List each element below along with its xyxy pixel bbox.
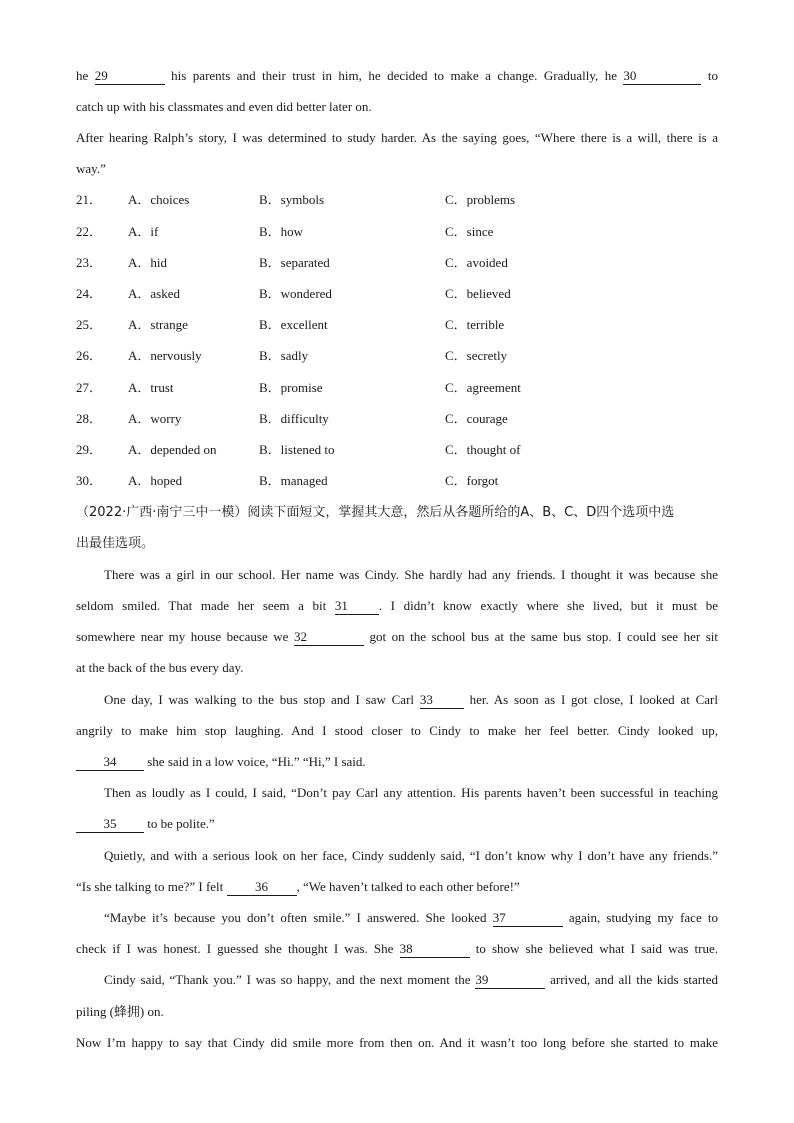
option-a: A．depended on [128,442,217,457]
passage2-p1-line-2 [76,596,718,616]
blank-30: 30 [623,68,701,85]
text-span: seldom smiled. That made her seem a bit [76,598,335,613]
option-row-26 [76,346,718,366]
option-c: C．avoided [445,255,508,270]
text-span: got on the school bus at the same bus stop. I could see her sit [363,629,718,644]
question-number: 22． [76,224,103,239]
option-c: C．courage [445,411,508,426]
text-span: his parents and their trust in him, he decided to make a change. Gradually, he [164,68,624,83]
passage2-p2-line-1 [104,690,718,710]
passage1-line-4: way.” [76,161,106,176]
passage1-line-2: catch up with his classmates and even did better later on. [76,99,372,114]
passage2-p1-line-4: at the back of the bus every day. [76,660,244,675]
passage2-p3-line-1: Then as loudly as I could, I said, “Don’t pay Carl any attention. His parents haven’t been successful in teaching [104,785,718,800]
option-a: A．hoped [128,473,183,488]
option-c: C．since [445,224,494,239]
text-span: he [76,68,95,83]
question-number: 23． [76,255,103,270]
option-b: B．excellent [259,317,328,332]
text-span: . I didn’t know exactly where she lived, but it must be [378,598,718,613]
option-b: B．symbols [259,192,325,207]
option-a: A．worry [128,411,182,426]
passage2-p6-line-1 [104,970,718,990]
text-span: check if I was honest. I guessed she thought I was. She [76,941,400,956]
blank-37: 37 [493,910,563,927]
blank-35: 35 [76,816,144,833]
option-row-24 [76,284,718,304]
option-a: A．strange [128,317,188,332]
option-c: C．believed [445,286,511,301]
text-span: again, studying my face to [562,910,718,925]
passage2-p2-line-3 [76,752,718,772]
passage2-p6-line-2: piling (蜂拥) on. [76,1004,164,1019]
option-c: C．secretly [445,348,508,363]
option-a: A．choices [128,192,190,207]
text-span: to be polite.” [144,816,215,831]
option-b: B．wondered [259,286,332,301]
passage1-line-1 [76,66,718,86]
blank-34: 34 [76,754,144,771]
blank-36: 36 [227,879,297,896]
option-c: C．problems [445,192,516,207]
question-number: 29． [76,442,103,457]
blank-38: 38 [400,941,470,958]
passage2-p1-line-3 [76,627,718,647]
instruction-line-1: （2022·广西·南宁三中一模）阅读下面短文，掌握其大意，然后从各题所给的A、B、C、D四个选项中选 [76,505,675,520]
question-number: 21． [76,192,103,207]
option-row-25 [76,315,718,335]
question-number: 30． [76,473,103,488]
option-row-30 [76,471,718,491]
option-a: A．nervously [128,348,202,363]
question-number: 26． [76,348,103,363]
option-c: C．agreement [445,380,521,395]
option-a: A．trust [128,380,174,395]
instruction-line-2: 出最佳选项。 [76,536,155,551]
blank-31: 31 [335,598,379,615]
option-a: A．if [128,224,159,239]
text-span: to [701,68,718,83]
option-c: C．terrible [445,317,505,332]
option-a: A．hid [128,255,168,270]
blank-29: 29 [95,68,165,85]
option-b: B．difficulty [259,411,329,426]
option-c: C．thought of [445,442,521,457]
option-b: B．promise [259,380,323,395]
blank-39: 39 [475,972,545,989]
option-b: B．listened to [259,442,335,457]
question-number: 25． [76,317,103,332]
passage2-p3-line-2 [76,814,718,834]
blank-32: 32 [294,629,364,646]
text-span: to show she believed what I said was true. [469,941,719,956]
passage2-p4-line-1: Quietly, and with a serious look on her face, Cindy suddenly said, “I don’t know why I don’t have any friends.” [104,848,718,863]
passage2-p1-line-1: There was a girl in our school. Her name was Cindy. She hardly had any friends. I thought it was because she [104,567,718,582]
option-row-21 [76,190,718,210]
text-span: One day, I was walking to the bus stop and I saw Carl [104,692,420,707]
passage1-line-3: After hearing Ralph’s story, I was determined to study harder. As the saying goes, “Where there is a will, there is a [76,130,718,145]
question-number: 28． [76,411,103,426]
option-row-28 [76,409,718,429]
option-row-29 [76,440,718,460]
option-b: B．how [259,224,304,239]
text-span: , “We haven’t talked to each other before!” [296,879,520,894]
text-span: her. As soon as I got close, I looked at Carl [463,692,718,707]
option-row-22 [76,222,718,242]
text-span: Cindy said, “Thank you.” I was so happy, and the next moment the [104,972,476,987]
option-b: B．sadly [259,348,309,363]
option-a: A．asked [128,286,180,301]
text-span: arrived, and all the kids started [545,972,718,987]
text-span: “Is she talking to me?” I felt [76,879,227,894]
passage2-p7-line-1: Now I’m happy to say that Cindy did smile more from then on. And it wasn’t too long before she started to make [76,1035,718,1050]
option-b: B．managed [259,473,328,488]
question-number: 27． [76,380,103,395]
passage2-p2-line-2: angrily to make him stop laughing. And I stood closer to Cindy to make her feel better. Cindy looked up, [76,723,718,738]
option-b: B．separated [259,255,330,270]
text-span: “Maybe it’s because you don’t often smile.” I answered. She looked [104,910,493,925]
passage2-p5-line-1 [104,908,718,928]
option-row-23 [76,253,718,273]
question-number: 24． [76,286,103,301]
option-c: C．forgot [445,473,499,488]
option-row-27 [76,378,718,398]
text-span: somewhere near my house because we [76,629,294,644]
text-span: she said in a low voice, “Hi.” “Hi,” I said. [144,754,366,769]
blank-33: 33 [420,692,464,709]
passage2-p5-line-2 [76,939,718,959]
passage2-p4-line-2 [76,877,718,897]
